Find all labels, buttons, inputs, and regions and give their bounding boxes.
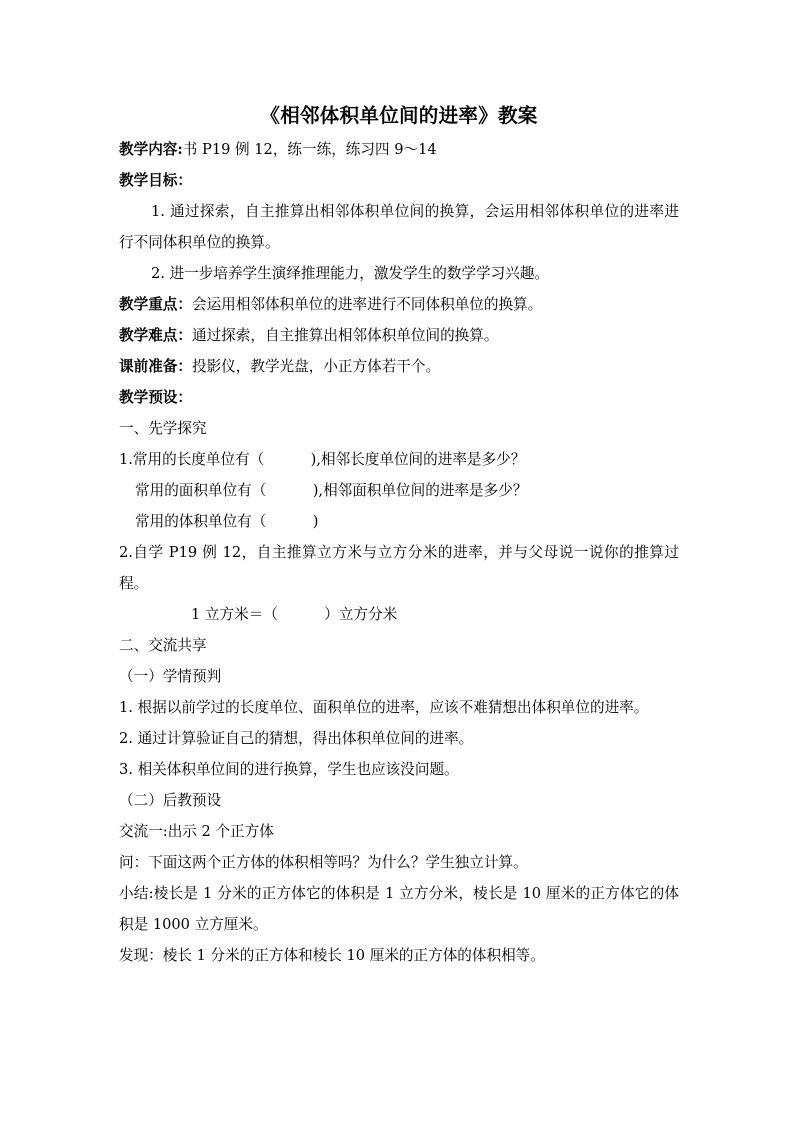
- document-title: 《相邻体积单位间的进率》教案: [260, 104, 538, 127]
- difficulty: [119, 320, 679, 351]
- teaching-goals-label: 教学目标：: [119, 172, 192, 189]
- teaching-content-text: 书 P19 例 12，练一练，练习四 9～14: [182, 141, 437, 158]
- presets-label: 教学预设：: [119, 389, 192, 406]
- prediction-2: 2. 通过计算验证自己的猜想，得出体积单位间的进率。: [119, 730, 474, 747]
- goal-item-2: 2. 进一步培养学生演绎推理能力，激发学生的数学学习兴趣。: [151, 265, 550, 282]
- preparation-label: 课前准备：: [119, 358, 192, 375]
- prediction-1: 1. 根据以前学过的长度单位、面积单位的进率，应该不难猜想出体积单位的进率。: [119, 699, 649, 716]
- prediction-3: 3. 相关体积单位间的进行换算，学生也应该没问题。: [119, 761, 459, 778]
- difficulty-text: 通过探索，自主推算出相邻体积单位间的换算。: [191, 327, 499, 344]
- teaching-content-label: 教学内容:: [119, 141, 183, 158]
- goal-item-1: 1. 通过探索，自主推算出相邻体积单位间的换算，会运用相邻体积单位的进率进行不同体积单位的换算。: [119, 203, 679, 251]
- preparation-text: 投影仪，教学光盘，小正方体若干个。: [191, 358, 441, 375]
- subsection-1-heading: （一）学情预判: [119, 668, 222, 685]
- key-point-label: 教学重点：: [119, 296, 192, 313]
- exchange-1: 交流一:出示 2 个正方体: [119, 823, 274, 840]
- section-1-heading: 一、先学探究: [119, 420, 207, 437]
- preparation: [119, 351, 679, 382]
- lesson-plan-page: [119, 100, 679, 971]
- key-point-text: 会运用相邻体积单位的进率进行不同体积单位的换算。: [191, 296, 543, 313]
- question-2: 2.自学 P19 例 12，自主推算立方米与立方分米的进率，并与父母说一说你的推算过程。: [119, 544, 679, 592]
- question-line: 问：下面这两个正方体的体积相等吗？为什么？学生独立计算。: [119, 854, 528, 871]
- section-2-heading: 二、交流共享: [119, 637, 207, 654]
- formula-line: 1 立方米＝（ ）立方分米: [191, 606, 398, 623]
- question-1c: 常用的体积单位有（ ): [135, 513, 319, 530]
- summary-line: 小结:棱长是 1 分米的正方体它的体积是 1 立方分米，棱长是 10 厘米的正方体它的体积是 1000 立方厘米。: [119, 885, 679, 933]
- key-point: [119, 289, 679, 320]
- difficulty-label: 教学难点：: [119, 327, 192, 344]
- question-1b: 常用的面积单位有（ ),相邻面积单位间的进率是多少？: [135, 482, 528, 499]
- subsection-2-heading: （二）后教预设: [119, 792, 222, 809]
- teaching-content: [119, 134, 679, 165]
- finding-line: 发现：棱长 1 分米的正方体和棱长 10 厘米的正方体的体积相等。: [119, 947, 545, 964]
- question-1a: 1.常用的长度单位有（ ),相邻长度单位间的进率是多少？: [119, 451, 526, 468]
